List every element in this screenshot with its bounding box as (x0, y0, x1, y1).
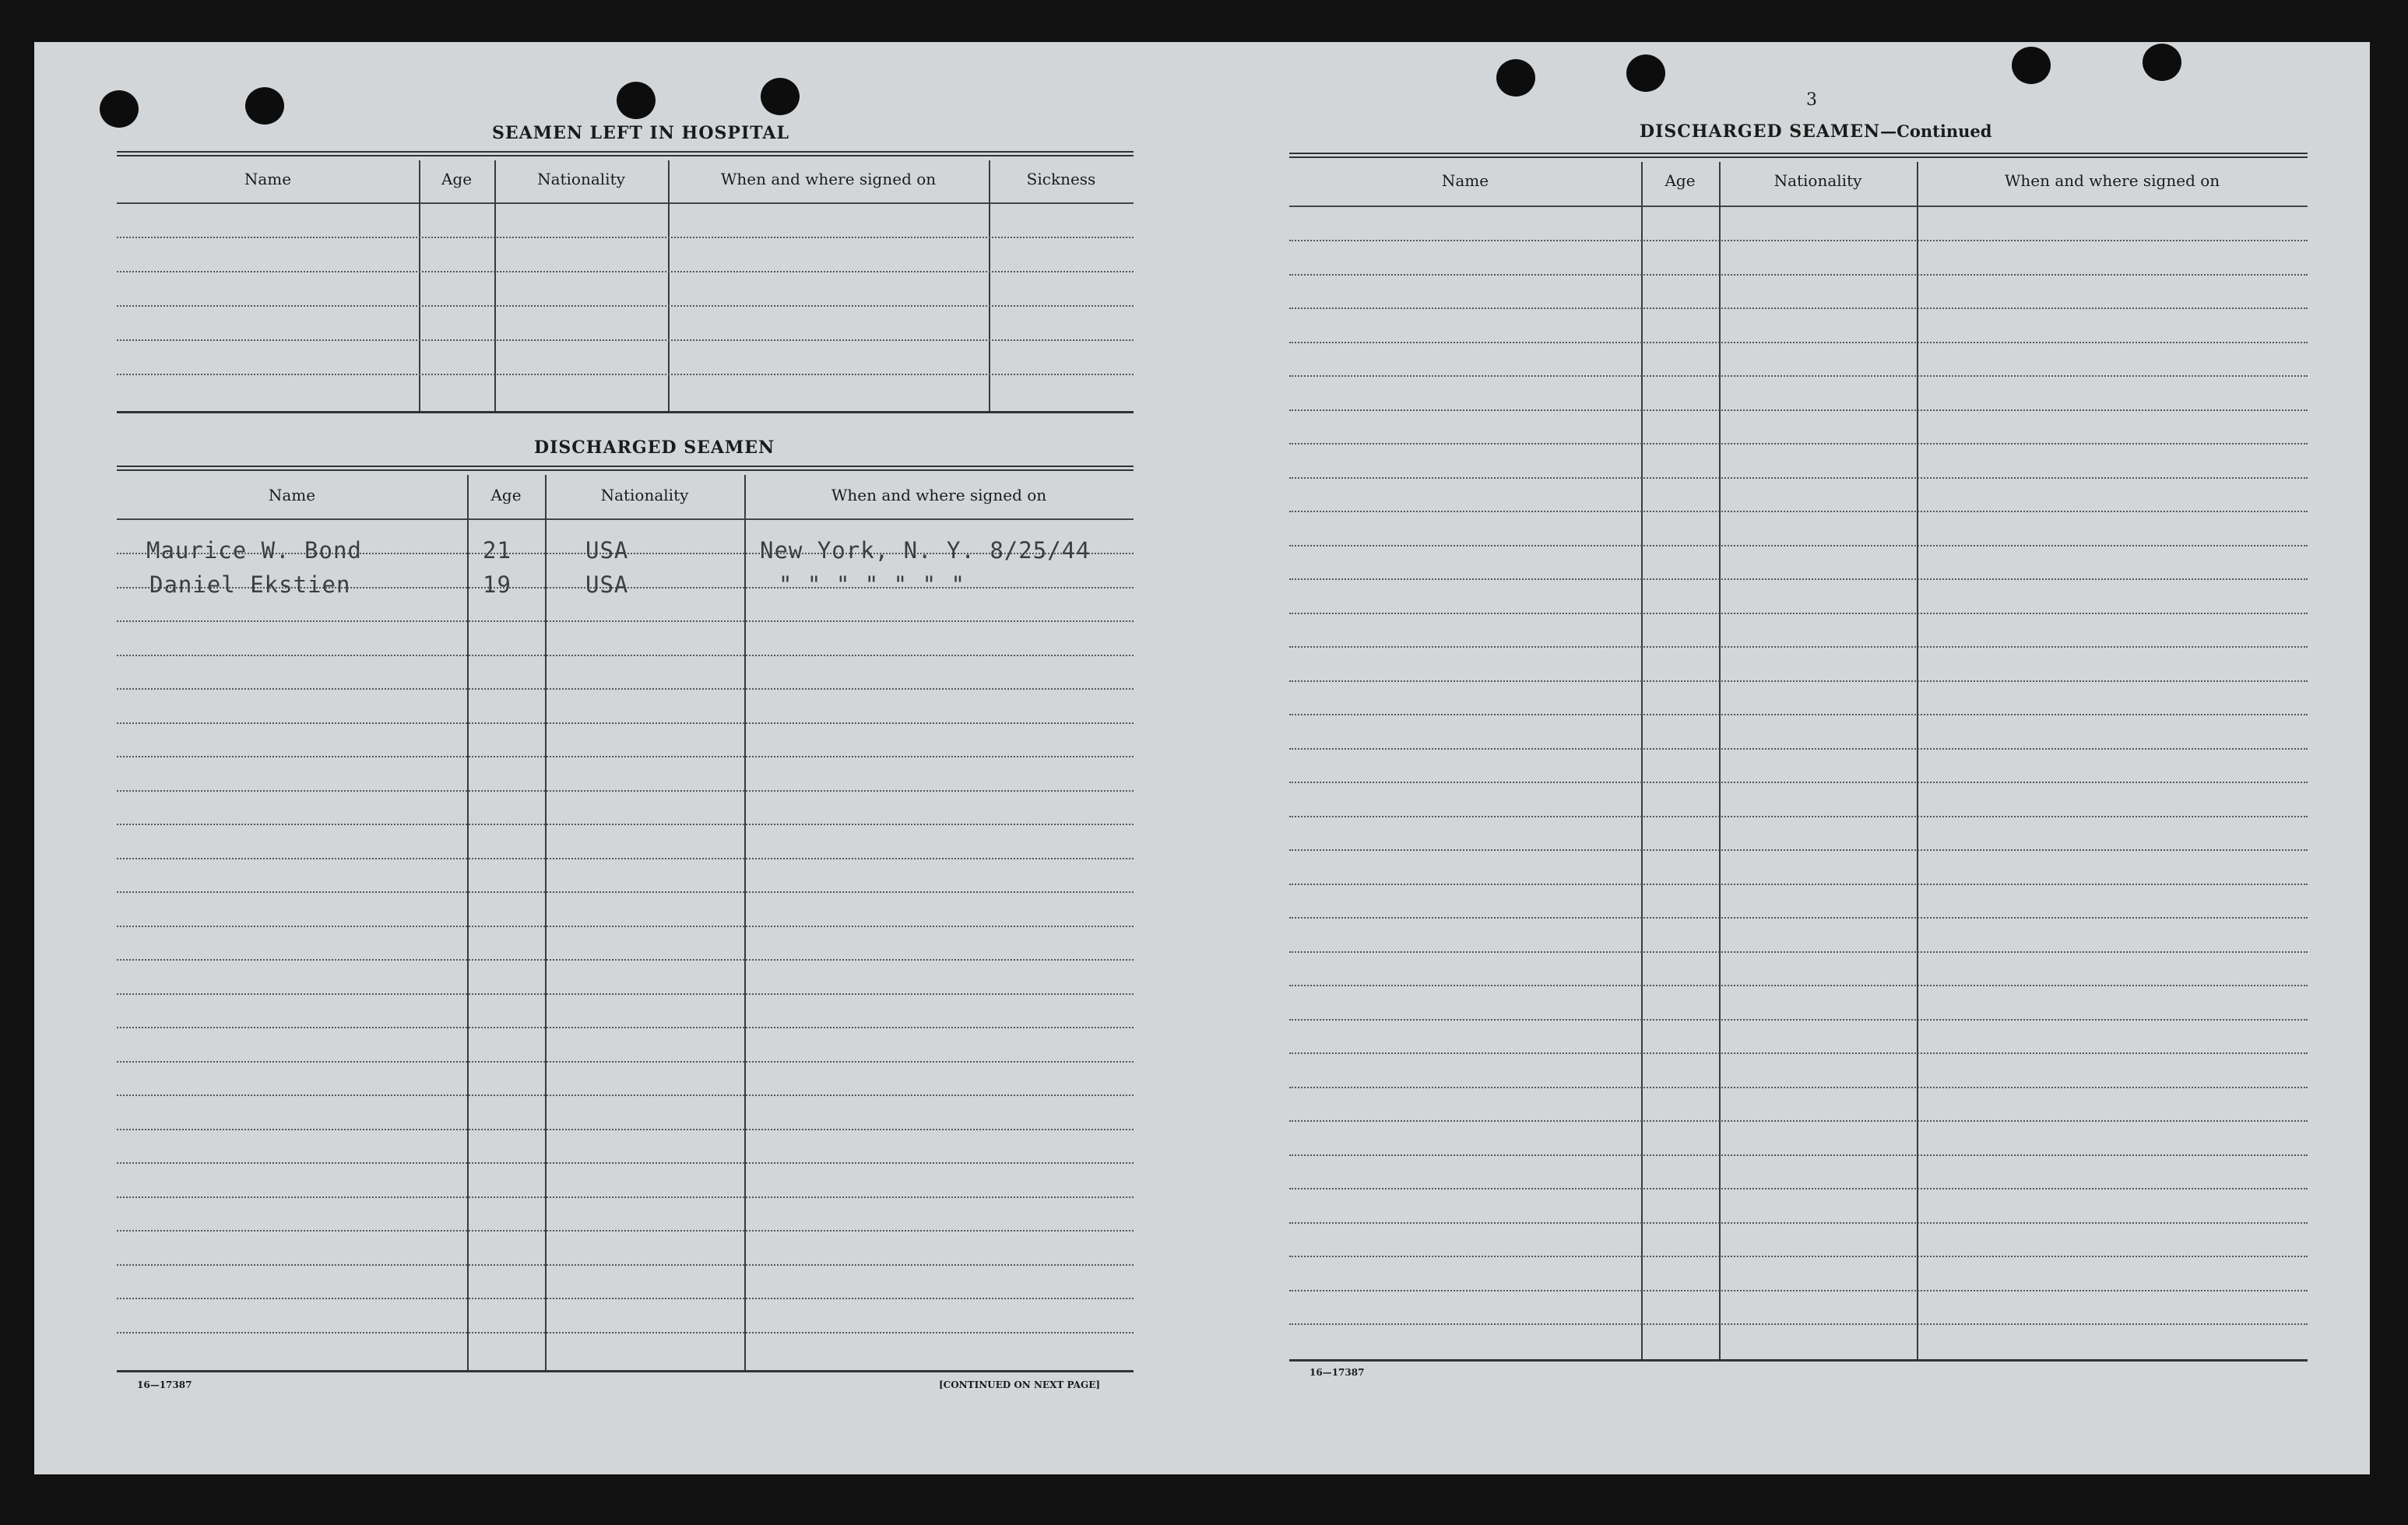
ruled-line (1289, 578, 2308, 580)
column-header-age: Age (490, 486, 522, 504)
page-number: 3 (1806, 90, 1817, 110)
punch-hole (1496, 59, 1535, 97)
column-header-name: Name (244, 170, 292, 188)
ruled-line (117, 1196, 1134, 1198)
column-header-nationality: Nationality (600, 486, 689, 504)
ruled-line (117, 1332, 1134, 1333)
ruled-line (1289, 884, 2308, 885)
hospital-section-title: SEAMEN LEFT IN HOSPITAL (492, 123, 789, 143)
continued-note: [CONTINUED ON NEXT PAGE] (939, 1379, 1101, 1390)
table-row-name: Daniel Ekstien (149, 571, 351, 598)
punch-hole (100, 90, 139, 128)
hospital-table (117, 151, 1134, 416)
form-number: 16—17387 (1309, 1367, 1365, 1378)
discharged-continued-table (1289, 153, 2308, 1364)
column-header-age: Age (1665, 171, 1696, 190)
ruled-line (1289, 782, 2308, 783)
table-row-age: 19 (483, 571, 511, 598)
ruled-line (117, 959, 1134, 961)
table-row-signed-on: New York, N. Y. 8/25/44 (760, 537, 1091, 564)
ruled-line (117, 891, 1134, 893)
discharged-continued-title-main: DISCHARGED SEAMEN (1640, 121, 1881, 142)
continued-suffix: —Continued (1880, 121, 1992, 141)
column-header-age: Age (441, 170, 473, 188)
punch-hole (245, 87, 284, 125)
ruled-line (117, 620, 1134, 622)
ruled-line (117, 1061, 1134, 1063)
ruled-line (1289, 816, 2308, 817)
ruled-line (1289, 1323, 2308, 1325)
ruled-line (1289, 917, 2308, 919)
table-row-age: 21 (483, 537, 511, 564)
column-header-signed-on: When and where signed on (2004, 171, 2220, 190)
ruled-line (117, 1027, 1134, 1028)
ruled-line (1289, 1154, 2308, 1156)
ruled-line (117, 824, 1134, 825)
column-header-name: Name (1441, 171, 1489, 190)
ruled-line (117, 1298, 1134, 1299)
ruled-line (117, 688, 1134, 690)
ruled-line (1289, 714, 2308, 715)
ruled-line (1289, 646, 2308, 648)
ruled-line (1289, 375, 2308, 377)
table-row-signed-on: " " " " " " " (779, 571, 965, 598)
column-header-signed-on: When and where signed on (720, 170, 937, 188)
table-row-nationality: USA (585, 537, 629, 564)
ruled-line (117, 1230, 1134, 1232)
ruled-line (117, 1095, 1134, 1096)
ruled-line (1289, 951, 2308, 953)
ruled-line (1289, 240, 2308, 241)
ruled-line (117, 858, 1134, 859)
ruled-line (1289, 985, 2308, 986)
column-header-signed-on: When and where signed on (831, 486, 1047, 504)
ruled-line (1289, 680, 2308, 682)
ruled-line (1289, 1087, 2308, 1088)
punch-hole (617, 82, 656, 119)
discharged-section-title: DISCHARGED SEAMEN (534, 437, 775, 458)
column-header-nationality: Nationality (1773, 171, 1862, 190)
ruled-line (1289, 477, 2308, 479)
ruled-line (117, 993, 1134, 995)
ruled-line (117, 722, 1134, 724)
discharged-continued-title (1640, 121, 1991, 142)
ruled-line (1289, 511, 2308, 512)
ruled-line (1289, 1019, 2308, 1021)
ruled-line (117, 926, 1134, 927)
form-number: 16—17387 (137, 1379, 192, 1390)
ruled-line (1289, 307, 2308, 309)
ruled-line (1289, 748, 2308, 750)
table-row-name: Maurice W. Bond (146, 537, 362, 564)
ruled-line (117, 1129, 1134, 1130)
ruled-line (1289, 1222, 2308, 1224)
ruled-line (1289, 1120, 2308, 1122)
ruled-line (1289, 613, 2308, 614)
ruled-line (1289, 1290, 2308, 1291)
ruled-line (1289, 274, 2308, 276)
ruled-line (1289, 443, 2308, 444)
ruled-line (1289, 1256, 2308, 1257)
column-header-sickness: Sickness (1026, 170, 1096, 188)
column-header-nationality: Nationality (537, 170, 625, 188)
ruled-line (1289, 342, 2308, 343)
ruled-line (1289, 1188, 2308, 1189)
ruled-line (117, 1162, 1134, 1164)
punch-hole (2012, 47, 2051, 84)
column-header-name: Name (268, 486, 316, 504)
ruled-line (1289, 1052, 2308, 1054)
punch-hole (2143, 44, 2181, 81)
ruled-line (1289, 545, 2308, 546)
ruled-line (1289, 849, 2308, 851)
punch-hole (1626, 54, 1665, 92)
ruled-line (117, 790, 1134, 792)
discharged-table (117, 466, 1134, 1375)
ruled-line (117, 1264, 1134, 1266)
ruled-line (117, 655, 1134, 656)
punch-hole (761, 78, 800, 115)
ruled-line (117, 756, 1134, 757)
table-row-nationality: USA (585, 571, 629, 598)
ruled-line (1289, 409, 2308, 411)
